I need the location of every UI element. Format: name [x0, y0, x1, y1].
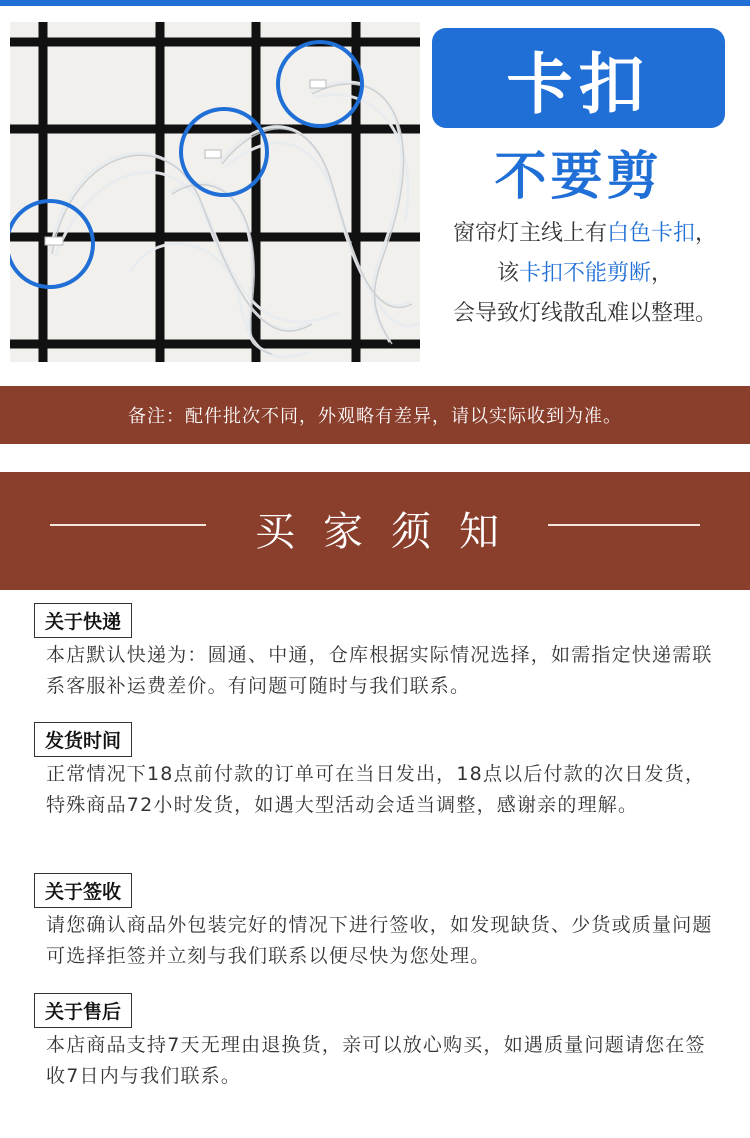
callout-subtitle: 不要剪 [494, 147, 663, 207]
section-after-sales [34, 993, 724, 1092]
section-text: 本店商品支持7天无理由退换货，亲可以放心购买，如遇质量问题请您在签收7日内与我们联系。 [46, 1034, 706, 1087]
top-accent-bar [0, 0, 750, 6]
section-delivery-time [34, 722, 724, 821]
header-divider-right [548, 524, 700, 526]
header-title: 买家须知 [255, 509, 527, 555]
callout-description [430, 214, 740, 334]
section-shipping [34, 603, 724, 702]
section-tag: 发货时间 [34, 722, 132, 757]
string-lights-photo-icon [10, 22, 420, 362]
callout-line-1: 窗帘灯主线上有白色卡扣， [452, 221, 718, 246]
note-text: 备注：配件批次不同，外观略有差异，请以实际收到为准。 [128, 406, 622, 427]
highlight-text: 白色卡扣 [606, 221, 695, 246]
callout-line-2: 该卡扣不能剪断， [496, 261, 674, 286]
callout-line-3: 会导致灯线散乱难以整理。 [452, 301, 717, 326]
section-text: 正常情况下18点前付款的订单可在当日发出，18点以后付款的次日发货，特殊商品72小时发货，如遇大型活动会适当调整，感谢亲的理解。 [46, 763, 706, 816]
header-divider-left [50, 524, 206, 526]
buyer-notice-header [0, 472, 750, 590]
highlight-text: 卡扣不能剪断 [518, 261, 651, 286]
callout-title: 卡扣 [506, 45, 651, 123]
callout-title-box [432, 28, 725, 128]
section-receipt [34, 873, 724, 972]
section-tag: 关于签收 [34, 873, 132, 908]
section-tag: 关于快递 [34, 603, 132, 638]
note-banner [0, 386, 750, 444]
section-tag: 关于售后 [34, 993, 132, 1028]
section-text: 本店默认快递为：圆通、中通，仓库根据实际情况选择，如需指定快递需联系客服补运费差价。有问题可随时与我们联系。 [46, 644, 713, 697]
section-text: 请您确认商品外包装完好的情况下进行签收，如发现缺货、少货或质量问题可选择拒签并立刻与我们联系以便尽快为您处理。 [46, 914, 713, 967]
product-photo [10, 22, 420, 362]
